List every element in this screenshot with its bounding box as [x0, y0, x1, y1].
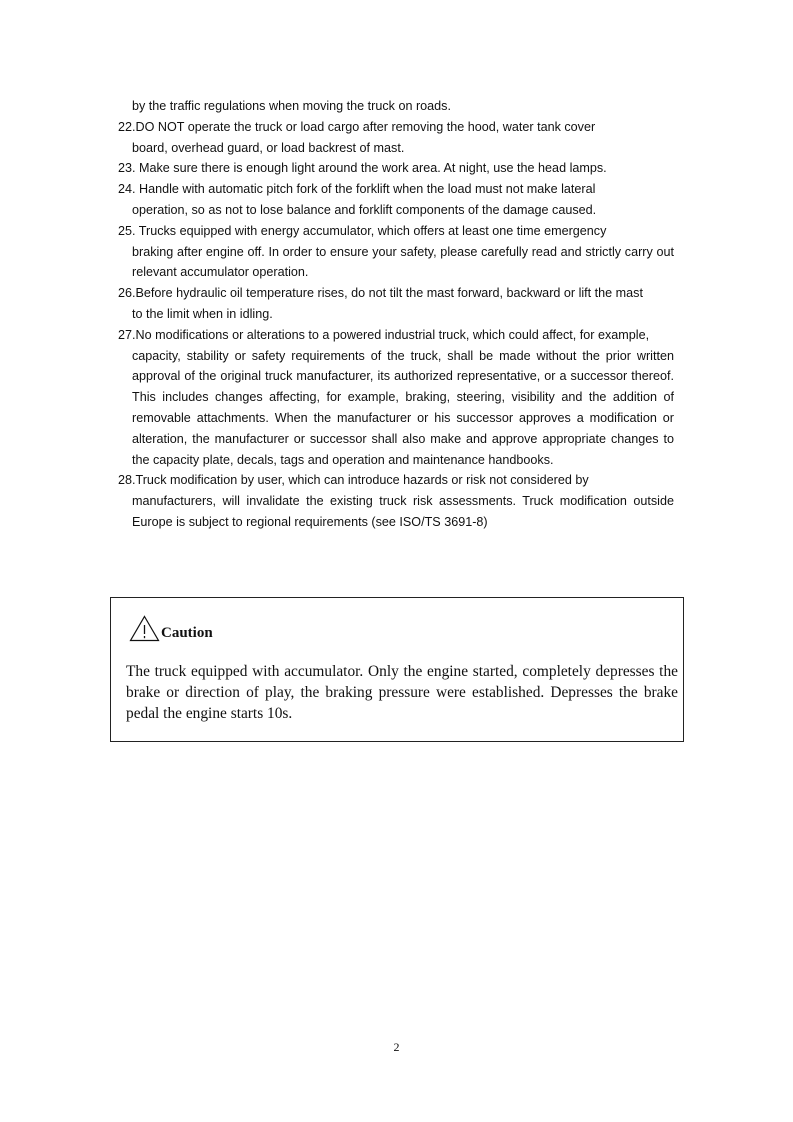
list-item	[118, 221, 674, 283]
list-item-first-line: 27.No modifications or alterations to a powered industrial truck, which could affect, for example,	[118, 327, 650, 342]
list-item-first-line: 28.Truck modification by user, which can introduce hazards or risk not considered by	[118, 473, 589, 488]
list-item	[118, 117, 674, 159]
list-item-continuation: operation, so as not to lose balance and forklift components of the damage caused.	[132, 202, 597, 217]
list-item	[118, 470, 674, 532]
list-item-continuation: board, overhead guard, or load backrest of mast.	[132, 140, 405, 155]
caution-header	[129, 614, 213, 642]
list-item-continuation: manufacturers, will invalidate the existing truck risk assessments. Truck modification outside Europe is subject to regional requirements (see ISO/TS 3691-8)	[132, 494, 674, 529]
list-item	[118, 179, 674, 221]
list-item	[118, 283, 674, 325]
caution-title: Caution	[161, 625, 213, 641]
list-item-first-line: 24. Handle with automatic pitch fork of the forklift when the load must not make lateral	[118, 182, 596, 197]
list-item-first-line: 22.DO NOT operate the truck or load cargo after removing the hood, water tank cover	[118, 119, 596, 134]
list-item-first-line: 26.Before hydraulic oil temperature rises, do not tilt the mast forward, backward or lift the mast	[118, 286, 643, 301]
list-item-continuation: to the limit when in idling.	[132, 306, 273, 321]
list-item-continuation: braking after engine off. In order to ensure your safety, please carefully read and strictly carry out relevant accumulator operation.	[132, 244, 674, 280]
continued-item-text: by the traffic regulations when moving the truck on roads.	[132, 99, 451, 113]
caution-box	[110, 597, 684, 742]
list-item-first-line: 25. Trucks equipped with energy accumulator, which offers at least one time emergency	[118, 223, 607, 238]
list-item-continuation: capacity, stability or safety requirements of the truck, shall be made without the prior written approval of the original truck manufacturer, its authorized representative, or a successor thereof. This includes changes affecting, for example, braking, steering, visibility and the addition of removable attachments. When the manufacturer or his successor approves a modification or alteration, the manufacturer or successor shall also make and approve appropriate changes to the capacity plate, decals, tags and operation and maintenance handbooks.	[132, 348, 674, 467]
list-item	[118, 325, 674, 471]
list-item	[118, 158, 674, 179]
instruction-list	[118, 96, 674, 533]
caution-text: The truck equipped with accumulator. Only the engine started, completely depresses the brake or direction of play, the braking pressure were established. Depresses the brake pedal the engine starts 10s.	[126, 663, 678, 722]
list-item-first-line: 23. Make sure there is enough light around the work area. At night, use the head lamps.	[118, 161, 607, 176]
page-number: 2	[393, 1040, 400, 1054]
warning-triangle-icon	[129, 615, 160, 642]
